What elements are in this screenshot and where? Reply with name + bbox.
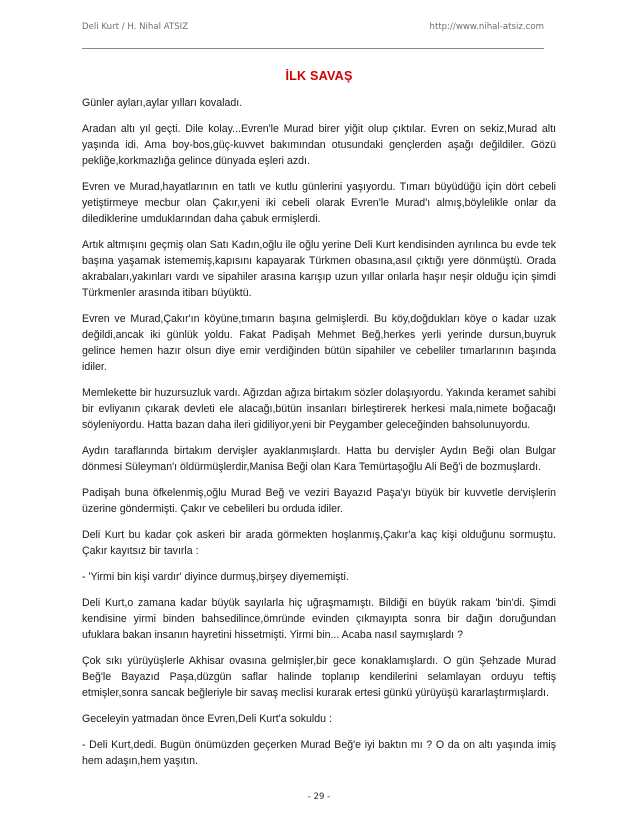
paragraph: Padişah buna öfkelenmiş,oğlu Murad Beğ ve veziri Bayazıd Paşa'yı büyük bir kuvvetle dervişlerin üzerine göndermişti. Çakır ve cebelileri bu orduda idiler. xyxy=(82,487,556,515)
paragraph: Evren ve Murad,hayatlarının en tatlı ve kutlu günlerini yaşıyordu. Tımarı büyüdüğü için dört cebeli yetiştirmeye mecbur olan Çakır,yeni iki cebeli olarak Evren'le Murad'ı almış,böylelikle onlar da dilediklerine umduklarından daha çabuk ermişlerdi. xyxy=(82,181,556,225)
header-book-title: Deli Kurt / H. Nihal ATSIZ xyxy=(82,22,189,32)
paragraph: Deli Kurt,o zamana kadar büyük sayılarla hiç uğraşmamıştı. Bildiği en büyük rakam 'bin'di. Şimdi kendisine yirmi binden bahsedilince,ömründe evinden çıkmayıpta sonra bir dağın doruğundan ufuklara bakan insanın hayretini hissetmişti. Yirmi bin... Acaba nasıl saymışlardı ? xyxy=(82,597,556,641)
paragraph: Aydın taraflarında birtakım dervişler ayaklanmışlardı. Hatta bu dervişler Aydın Beği olan Bulgar dönmesi Süleyman'ı öldürmüşlerdir,Manisa Beği olan Kara Temürtaşoğlu Ali Beğ'i de bozmuşlardı. xyxy=(82,445,556,473)
chapter-body xyxy=(82,95,556,769)
paragraph: Çok sıkı yürüyüşlerle Akhisar ovasına gelmişler,bir gece konaklamışlardı. O gün Şehzade Murad Beğ'le Bayazıd Paşa,düzgün saflar halinde toplanıp kendilerini selamlayan orduyu teftiş etmişler,sonra sancak beğleriyle bir savaş meclisi kurarak ertesi günkü yürüyüşü kararlaştırmışlardı. xyxy=(82,655,556,699)
paragraph: Evren ve Murad,Çakır'ın köyüne,tımarın başına gelmişlerdi. Bu köy,doğdukları köye o kadar uzak değildi,ancak iki günlük yoldu. Fakat Padişah Mehmet Beğ,herkes yerli yerinde dursun,buyruk gelince hemen hazır olsun diye emir verdiğinden bütün sipahiler ve cebeliler tımarlarının başında idiler. xyxy=(82,313,556,373)
paragraph: Aradan altı yıl geçti. Dile kolay...Evren'le Murad birer yiğit olup çıktılar. Evren on sekiz,Murad altı yaşında idi. Ama boy-bos,güç-kuvvet bakımından otusundaki gençlerden aşağı değildiler. Gözü pekliğe,korkmazlığa gelince dünyada eşleri azdı. xyxy=(82,123,556,167)
page-number: - 29 - xyxy=(307,792,331,802)
paragraph: Artık altmışını geçmiş olan Satı Kadın,oğlu ile oğlu yerine Deli Kurt kendisinden ayrılınca bu evde tek başına yaşamak istememiş,kapısını kapayarak Türkmen obasına,asıl çıktığı yere dönmüştü. Orada akrabaları,yakınları vardı ve sipahiler arasına karışıp uzun yıllar onlarla haşır neşir olduğu için şimdi Türkmenler arasında itibarı büyüktü. xyxy=(82,239,556,299)
chapter-title: İLK SAVAŞ xyxy=(285,69,353,83)
paragraph: - Deli Kurt,dedi. Bugün önümüzden geçerken Murad Beğ'e iyi baktın mı ? O da on altı yaşında imiş hem adaşın,hem yaşıtın. xyxy=(82,739,556,767)
paragraph: Deli Kurt bu kadar çok askeri bir arada görmekten hoşlanmış,Çakır'a kaç kişi olduğunu sormuştu. Çakır kayıtsız bir tavırla : xyxy=(82,529,556,557)
paragraph: - 'Yirmi bin kişi vardır' diyince durmuş,birşey diyememişti. xyxy=(82,571,349,583)
paragraph: Günler ayları,aylar yılları kovaladı. xyxy=(82,97,243,109)
paragraph: Memlekette bir huzursuzluk vardı. Ağızdan ağıza birtakım sözler dolaşıyordu. Yakında keramet sahibi bir evliyanın çıkarak devleti ele alacağı,bütün insanları birleştirerek herkesi mala,nimete boğacağı söyleniyordu. Hatta bazan daha ileri gidiliyor,yeni bir Peygamber geleceğinden bahsolunuyordu. xyxy=(82,387,556,431)
page-header xyxy=(82,22,544,36)
header-website-link[interactable]: http://www.nihal-atsiz.com xyxy=(429,22,544,32)
paragraph: Geceleyin yatmadan önce Evren,Deli Kurt'a sokuldu : xyxy=(82,713,332,725)
header-divider xyxy=(82,48,544,49)
